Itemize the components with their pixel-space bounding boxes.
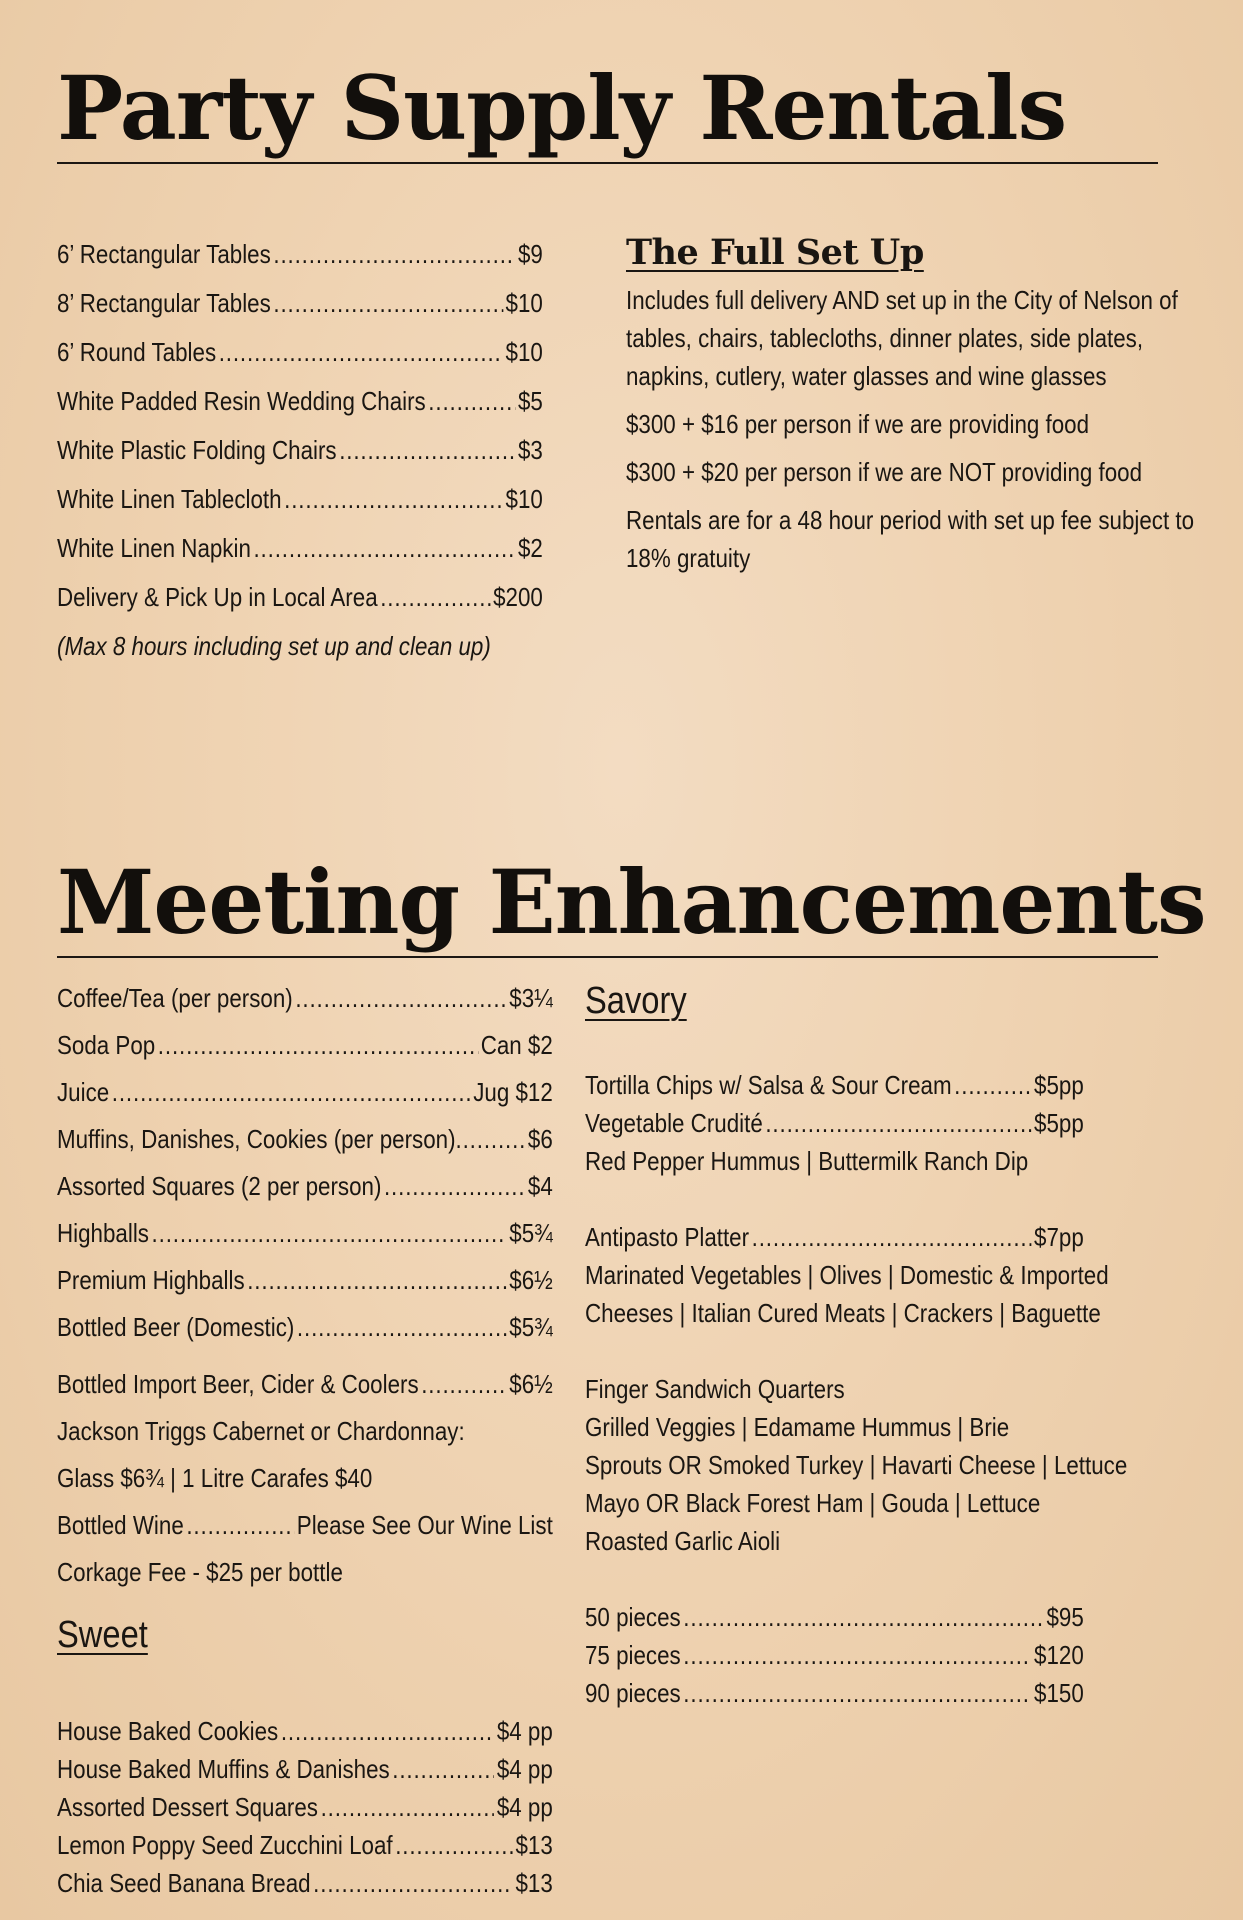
price-row: Vegetable Crudité ..... $5pp	[585, 1104, 1084, 1142]
sweet-section	[57, 1614, 554, 1657]
sweet-list	[57, 1712, 554, 1902]
party-note: (Max 8 hours including set up and clean up)	[57, 631, 491, 661]
savory-section	[585, 980, 1085, 1023]
price-row: Tortilla Chips w/ Salsa & Sour Cream ..... $5pp	[585, 1066, 1084, 1104]
price-row: Bottled Beer (Domestic) ..... $5¾	[57, 1304, 553, 1351]
crudite-description: Red Pepper Hummus | Buttermilk Ranch Dip	[585, 1146, 1029, 1176]
savory-list	[585, 1066, 1128, 1712]
full-setup-description: Includes full delivery AND set up in the City of Nelson of tables, chairs, tablecloths, dinner plates, side plates, napkins, cutlery, water glasses and wine glasses	[626, 285, 1178, 391]
price-row: Soda Pop ..... Can $2	[57, 1022, 553, 1069]
full-setup-terms: Rentals are for a 48 hour period with set up fee subject to 18% gratuity	[626, 505, 1195, 573]
meeting-enhancements-heading: Meeting Enhancements	[57, 850, 1206, 954]
price-row: Assorted Dessert Squares ..... $4 pp	[57, 1788, 553, 1826]
price-row: White Linen Tablecloth ..... $10	[57, 475, 543, 524]
corkage-line: Corkage Fee - $25 per bottle	[57, 1557, 343, 1587]
party-heading-rule	[57, 162, 1158, 164]
price-row: Bottled Import Beer, Cider & Coolers ..... $6½	[57, 1361, 553, 1408]
meeting-heading-rule	[57, 956, 1158, 958]
antipasto-description: Cheeses | Italian Cured Meats | Crackers | Baguette	[585, 1298, 1101, 1328]
price-row: Delivery & Pick Up in Local Area ..... $200	[57, 573, 543, 622]
price-row: 8’ Rectangular Tables ..... $10	[57, 279, 543, 328]
price-row: House Baked Cookies ..... $4 pp	[57, 1712, 553, 1750]
price-row: Highballs ..... $5¾	[57, 1210, 553, 1257]
party-rentals-list	[57, 230, 544, 671]
price-row: White Linen Napkin ..... $2	[57, 524, 543, 573]
price-row: Muffins, Danishes, Cookies (per person) ..... $6	[57, 1116, 553, 1163]
price-row: 90 pieces ..... $150	[585, 1674, 1084, 1712]
price-row: Lemon Poppy Seed Zucchini Loaf ..... $13	[57, 1826, 553, 1864]
price-row: 75 pieces ..... $120	[585, 1636, 1084, 1674]
wine-glass-carafe-line: Glass $6¾ | 1 Litre Carafes $40	[57, 1463, 373, 1493]
sandwich-title: Finger Sandwich Quarters	[585, 1374, 845, 1404]
full-setup-price-food: $300 + $16 per person if we are providing food	[626, 409, 1090, 439]
price-row: Bottled Wine ..... Please See Our Wine List	[57, 1502, 553, 1549]
price-row: Antipasto Platter ..... $7pp	[585, 1218, 1084, 1256]
sandwich-description: Sprouts OR Smoked Turkey | Havarti Cheese | Lettuce	[585, 1450, 1128, 1480]
sweet-heading: Sweet	[57, 1614, 148, 1656]
price-row: House Baked Muffins & Danishes ..... $4 pp	[57, 1750, 553, 1788]
full-setup-heading: The Full Set Up	[626, 232, 924, 273]
price-row: White Plastic Folding Chairs ..... $3	[57, 426, 543, 475]
price-row: Assorted Squares (2 per person) ..... $4	[57, 1163, 553, 1210]
price-row: White Padded Resin Wedding Chairs ..... $5	[57, 377, 543, 426]
meeting-list	[57, 975, 554, 1596]
price-row: 6’ Rectangular Tables ..... $9	[57, 230, 543, 279]
sandwich-description: Mayo OR Black Forest Ham | Gouda | Lettuce	[585, 1488, 1041, 1518]
sandwich-description: Roasted Garlic Aioli	[585, 1526, 781, 1556]
price-row: Premium Highballs ..... $6½	[57, 1257, 553, 1304]
price-row: Coffee/Tea (per person) ..... $3¼	[57, 975, 553, 1022]
antipasto-description: Marinated Vegetables | Olives | Domestic & Imported	[585, 1260, 1109, 1290]
sandwich-description: Grilled Veggies | Edamame Hummus | Brie	[585, 1412, 1010, 1442]
full-setup-panel	[626, 232, 1206, 587]
price-row: 50 pieces ..... $95	[585, 1598, 1084, 1636]
party-rentals-heading: Party Supply Rentals	[57, 56, 1067, 160]
price-row: Chia Seed Banana Bread ..... $13	[57, 1864, 553, 1902]
price-row: 6’ Round Tables ..... $10	[57, 328, 543, 377]
wine-line: Jackson Triggs Cabernet or Chardonnay:	[57, 1416, 465, 1446]
full-setup-price-no-food: $300 + $20 per person if we are NOT providing food	[626, 457, 1143, 487]
price-row: Juice ..... Jug $12	[57, 1069, 553, 1116]
savory-heading: Savory	[585, 980, 687, 1022]
